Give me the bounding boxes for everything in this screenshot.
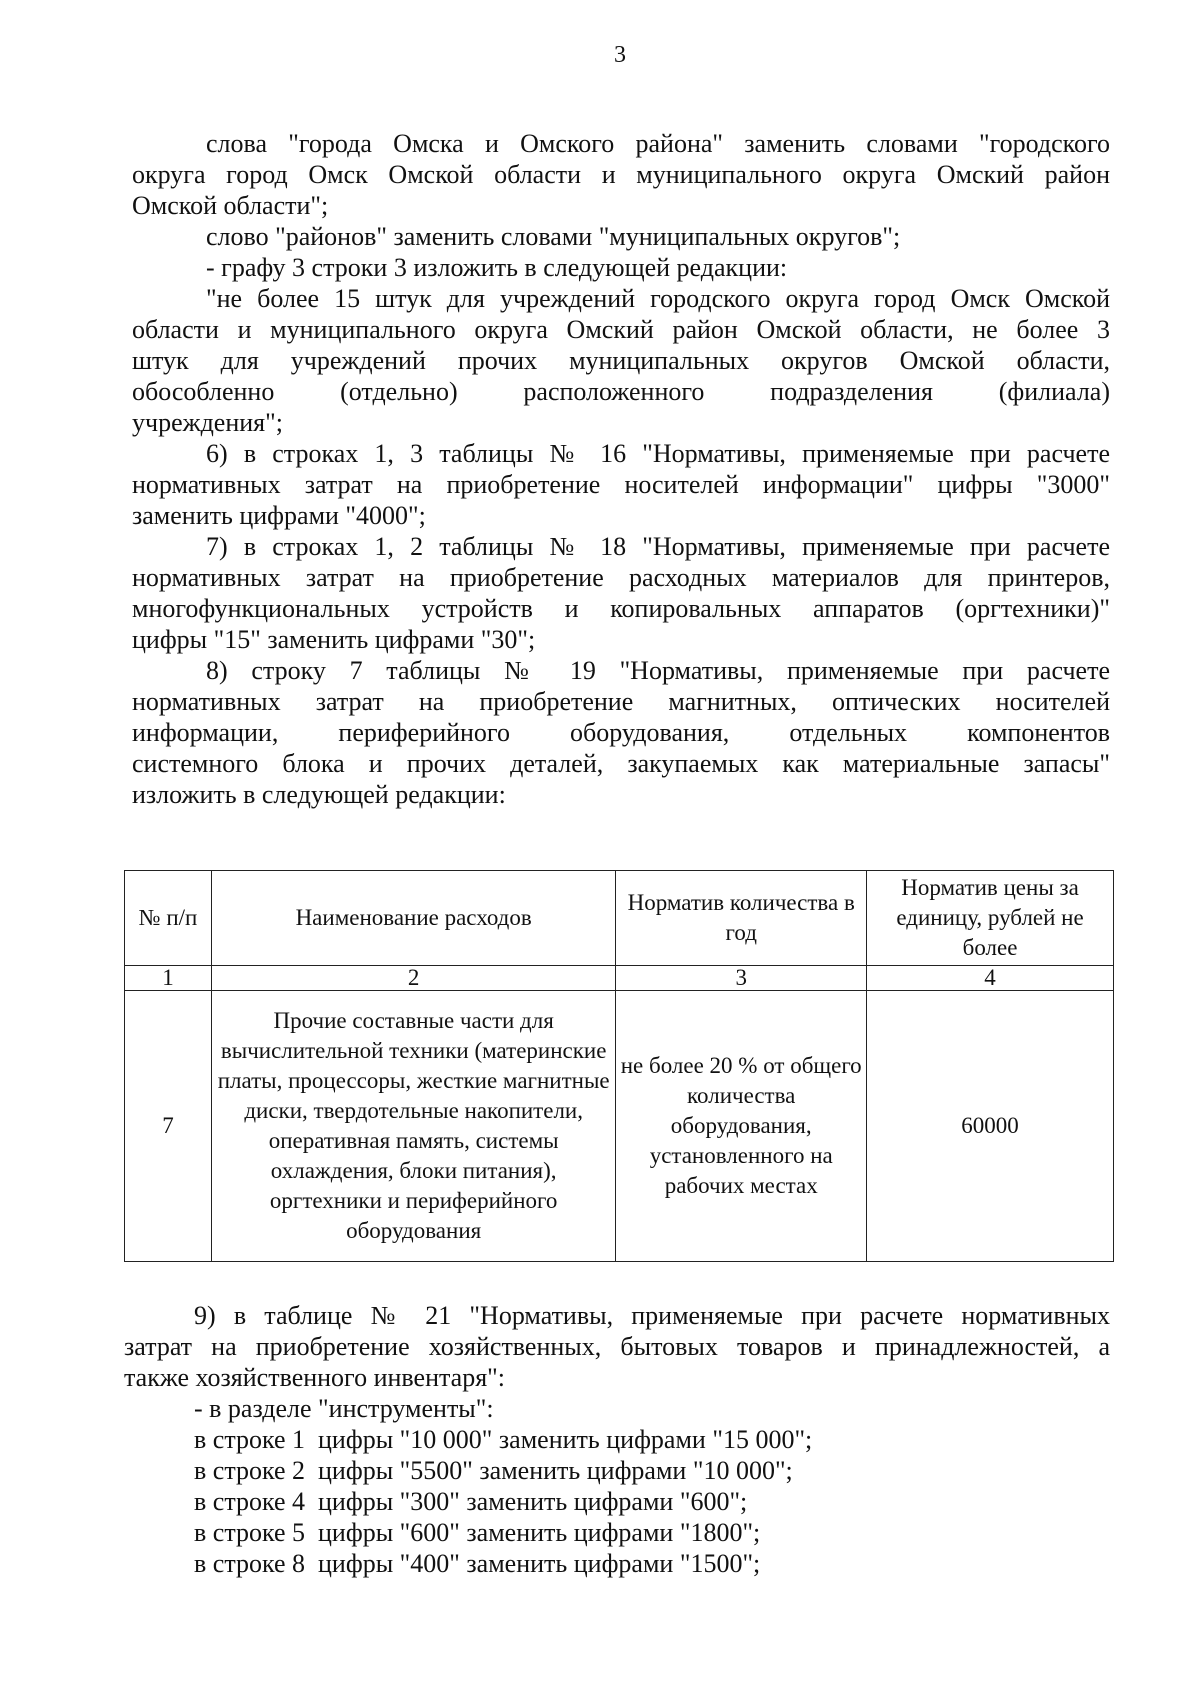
text-line: 9) в таблице № 21 "Нормативы, применяемые при расчете нормативных	[194, 1301, 1110, 1330]
text-line: заменить цифрами "4000";	[132, 501, 426, 530]
list-item: в строке 5 цифры "600" заменить цифрами "1800";	[194, 1518, 761, 1547]
text-line: слова "города Омска и Омского района" заменить словами "городского	[206, 129, 1110, 158]
text-line: - графу 3 строки 3 изложить в следующей редакции:	[206, 253, 788, 282]
text-line: "не более 15 штук для учреждений городского округа город Омск Омской	[206, 284, 1110, 313]
table-row	[125, 991, 1114, 1262]
text-line: информации, периферийного оборудования, отдельных компонентов	[132, 718, 1110, 747]
column-number: 3	[616, 966, 867, 991]
column-number: 1	[125, 966, 212, 991]
text-line: цифры "15" заменить цифрами "30";	[132, 625, 536, 654]
text-line: нормативных затрат на приобретение магнитных, оптических носителей	[132, 687, 1110, 716]
paragraph-column-3	[132, 252, 1110, 283]
text-line: изложить в следующей редакции:	[132, 780, 506, 809]
header-name: Наименование расходов	[211, 871, 615, 966]
header-num: № п/п	[125, 871, 212, 966]
text-line: 7) в строках 1, 2 таблицы № 18 "Нормативы, применяемые при расчете	[206, 532, 1110, 561]
section-tools: - в разделе "инструменты":	[194, 1394, 494, 1423]
document-body-continued	[124, 1300, 1110, 1579]
page-number: 3	[614, 42, 626, 68]
text-line: 8) строку 7 таблицы № 19 "Нормативы, применяемые при расчете	[206, 656, 1110, 685]
document-body	[132, 128, 1110, 810]
text-line: обособленно (отдельно) расположенного подразделения (филиала)	[132, 377, 1110, 406]
paragraph-item-7	[132, 531, 1110, 655]
column-number: 2	[211, 966, 615, 991]
text-line: многофункциональных устройств и копировальных аппаратов (оргтехники)"	[132, 594, 1110, 623]
text-line: 6) в строках 1, 3 таблицы № 16 "Нормативы, применяемые при расчете	[206, 439, 1110, 468]
table-column-numbers-row	[125, 966, 1114, 991]
text-line: округа город Омск Омской области и муниципального округа Омский район	[132, 160, 1110, 189]
text-line: учреждения";	[132, 408, 283, 437]
list-item: в строке 2 цифры "5500" заменить цифрами "10 000";	[194, 1456, 793, 1485]
list-item: в строке 1 цифры "10 000" заменить цифрами "15 000";	[194, 1425, 813, 1454]
norms-table	[124, 870, 1114, 1262]
paragraph-quote	[132, 283, 1110, 438]
paragraph-item-6	[132, 438, 1110, 531]
column-number: 4	[867, 966, 1114, 991]
text-line: нормативных затрат на приобретение носителей информации" цифры "3000"	[132, 470, 1110, 499]
list-item: в строке 4 цифры "300" заменить цифрами "600";	[194, 1487, 748, 1516]
row-name: Прочие составные части для вычислительной техники (материнские платы, процессоры, жесткие магнитные диски, твердотельные накопители, оперативная память, системы охлаждения, блоки питания), оргтехники и периферийного оборудования	[211, 991, 615, 1262]
header-price: Норматив цены за единицу, рублей не более	[867, 871, 1114, 966]
row-num: 7	[125, 991, 212, 1262]
text-line: штук для учреждений прочих муниципальных округов Омской области,	[132, 346, 1110, 375]
table-header-row	[125, 871, 1114, 966]
paragraph-word-districts	[132, 221, 1110, 252]
header-qty: Норматив количества в год	[616, 871, 867, 966]
row-price: 60000	[867, 991, 1114, 1262]
text-line: нормативных затрат на приобретение расходных материалов для принтеров,	[132, 563, 1110, 592]
text-line: системного блока и прочих деталей, закупаемых как материальные запасы"	[132, 749, 1110, 778]
paragraph-item-8	[132, 655, 1110, 810]
text-line: также хозяйственного инвентаря":	[124, 1363, 505, 1392]
paragraph-words-replacement	[132, 128, 1110, 221]
list-item: в строке 8 цифры "400" заменить цифрами "1500";	[194, 1549, 761, 1578]
text-line: Омской области";	[132, 191, 329, 220]
row-qty: не более 20 % от общего количества оборудования, установленного на рабочих местах	[616, 991, 867, 1262]
text-line: области и муниципального округа Омский район Омской области, не более 3	[132, 315, 1110, 344]
text-line: слово "районов" заменить словами "муниципальных округов";	[206, 222, 901, 251]
text-line: затрат на приобретение хозяйственных, бытовых товаров и принадлежностей, а	[124, 1332, 1110, 1361]
paragraph-item-9	[124, 1300, 1110, 1393]
